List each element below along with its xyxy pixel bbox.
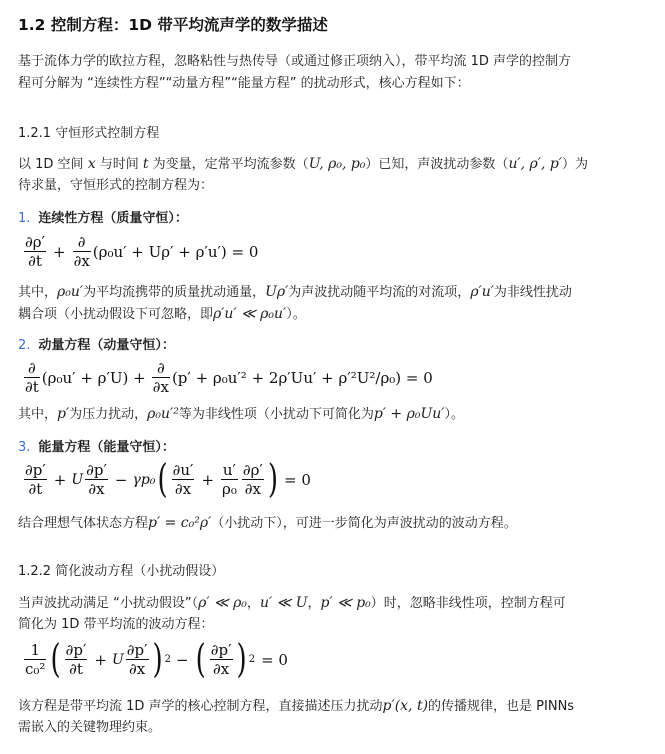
list-item-momentum: 2. 动量方程（动量守恒）： (18, 338, 175, 353)
variables-paragraph-line-2: 待求量，守恒形式的控制方程为： (18, 178, 214, 193)
intro-line-2: 程可分解为 “连续性方程”“动量方程”“能量方程” 的扰动形式，核心方程如下： (18, 76, 470, 91)
subsection-heading-121: 1.2.1 守恒形式控制方程 (18, 126, 160, 141)
small-perturbation-paragraph-line-2: 简化为 1D 带平均流的波动方程： (18, 617, 214, 632)
continuity-equation: $\frac{\partial\rho'}{\partial t}$ + $\frac{\partial}{\partial x}$ (ρ₀u′ + Uρ′ + ρ′u′) = 0 (25, 233, 259, 270)
energy-equation: $\frac{\partial p'}{\partial t}$ + U $\frac{\partial p'}{\partial x}$ − γp₀ ( $\frac{\partial u'}{\partial x}$ + $\frac{u'}{\text{ρ₀}}$ $\frac{\partial\rho'}{\partial x}$ ) = 0 (25, 457, 311, 502)
math-mean-flow: U, ρ₀, p₀ (308, 156, 366, 172)
conclusion-paragraph-line-2: 需嵌入的关键物理约束。 (18, 720, 162, 735)
math-perturbation: u′, ρ′, p′ (508, 156, 562, 172)
energy-note: 结合理想气体状态方程p′ = c₀²ρ′（小扰动下），可进一步简化为声波扰动的波动方程。 (18, 515, 517, 531)
small-perturbation-paragraph: 当声波扰动满足 “小扰动假设”（ρ′ ≪ ρ₀，u′ ≪ U，p′ ≪ p₀）时，忽略非线性项，控制方程可 (18, 595, 566, 611)
momentum-note: 其中，p′为压力扰动，ρ₀u′²等为非线性项（小扰动下可简化为p′ + ρ₀Uu′）。 (18, 406, 464, 422)
section-title: 1.2 控制方程：1D 带平均流声学的数学描述 (18, 16, 328, 34)
conclusion-paragraph: 该方程是带平均流 1D 声学的核心控制方程，直接描述压力扰动p′(x, t)的传播规律，也是 PINNs (18, 698, 575, 714)
subsection-heading-122: 1.2.2 简化波动方程（小扰动假设） (18, 564, 225, 579)
momentum-equation: $\frac{\partial}{\partial t}$ (ρ₀u′ + ρ′U) + $\frac{\partial}{\partial x}$ (p′ + ρ₀u′² + 2ρ′Uu′ + ρ′²U²/ρ₀) = 0 (25, 359, 433, 396)
math-x: x (87, 156, 96, 172)
wave-equation: $\frac{1}{\text{c₀²}}$ ( $\frac{\partial p'}{\partial t}$ + U $\frac{\partial p'}{\partial x}$ ) 2 − ( $\frac{\partial p'}{\partial x}$ ) 2 = 0 (25, 637, 288, 682)
continuity-note: 其中，ρ₀u′为平均流携带的质量扰动通量，Uρ′为声波扰动随平均流的对流项，ρ′u′为非线性扰动 (18, 284, 572, 300)
list-item-energy: 3. 能量方程（能量守恒）： (18, 440, 175, 455)
variables-paragraph: 以 1D 空间 x 与时间 t 为变量，定常平均流参数（U, ρ₀, p₀）已知，声波扰动参数（u′, ρ′, p′）为 (18, 156, 588, 172)
list-item-continuity: 1. 连续性方程（质量守恒）： (18, 211, 188, 226)
continuity-note-line-2: 耦合项（小扰动假设下可忽略，即ρ′u′ ≪ ρ₀u′）。 (18, 306, 306, 322)
intro-line-1: 基于流体力学的欧拉方程，忽略粘性与热传导（或通过修正项纳入），带平均流 1D 声学的控制方 (18, 54, 572, 69)
math-t: t (142, 156, 149, 172)
